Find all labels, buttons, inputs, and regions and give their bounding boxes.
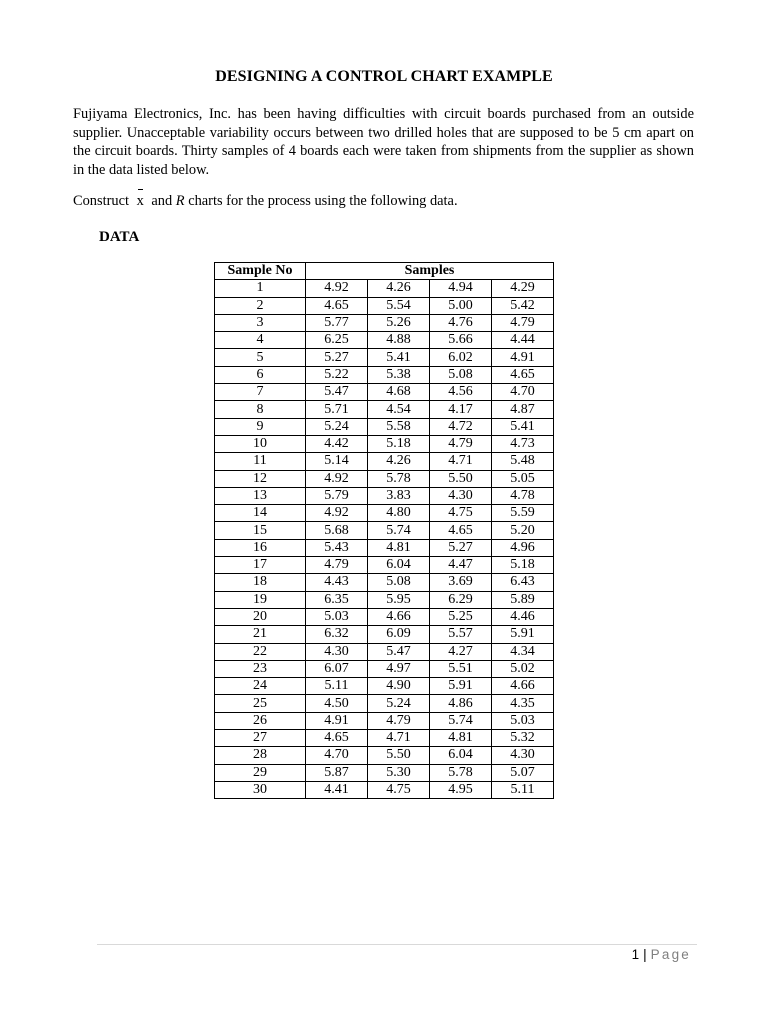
- page-footer: [632, 947, 691, 962]
- sample-value-cell: 4.95: [430, 781, 492, 798]
- sample-value-cell: 5.27: [306, 349, 368, 366]
- sample-value-cell: 5.42: [492, 297, 554, 314]
- sample-value-cell: 5.24: [368, 695, 430, 712]
- table-body: [215, 280, 554, 799]
- footer-separator: |: [643, 947, 647, 962]
- page-number: 1: [631, 947, 640, 962]
- sample-value-cell: 5.54: [368, 297, 430, 314]
- sample-value-cell: 3.83: [368, 487, 430, 504]
- sample-number-cell: 8: [215, 401, 306, 418]
- table-row: [215, 608, 554, 625]
- sample-number-cell: 15: [215, 522, 306, 539]
- table-row: [215, 660, 554, 677]
- sample-value-cell: 4.70: [306, 747, 368, 764]
- page-label: Page: [650, 947, 691, 962]
- sample-number-cell: 19: [215, 591, 306, 608]
- sample-number-cell: 7: [215, 384, 306, 401]
- table-row: [215, 297, 554, 314]
- sample-number-cell: 17: [215, 557, 306, 574]
- sample-value-cell: 4.29: [492, 280, 554, 297]
- sample-value-cell: 4.66: [368, 608, 430, 625]
- sample-number-cell: 3: [215, 314, 306, 331]
- sample-number-cell: 29: [215, 764, 306, 781]
- sample-value-cell: 4.81: [368, 539, 430, 556]
- sample-value-cell: 4.34: [492, 643, 554, 660]
- sample-value-cell: 6.09: [368, 626, 430, 643]
- table-row: [215, 384, 554, 401]
- sample-value-cell: 5.18: [492, 557, 554, 574]
- sample-value-cell: 4.65: [492, 366, 554, 383]
- table-row: [215, 453, 554, 470]
- table-row: [215, 418, 554, 435]
- table-row: [215, 557, 554, 574]
- sample-value-cell: 5.18: [368, 435, 430, 452]
- sample-value-cell: 4.30: [306, 643, 368, 660]
- sample-value-cell: 5.71: [306, 401, 368, 418]
- sample-value-cell: 6.02: [430, 349, 492, 366]
- sample-value-cell: 6.25: [306, 332, 368, 349]
- sample-value-cell: 5.50: [430, 470, 492, 487]
- table-row: [215, 695, 554, 712]
- sample-value-cell: 4.76: [430, 314, 492, 331]
- sample-value-cell: 4.27: [430, 643, 492, 660]
- sample-number-cell: 5: [215, 349, 306, 366]
- sample-value-cell: 5.27: [430, 539, 492, 556]
- sample-value-cell: 5.91: [492, 626, 554, 643]
- sample-value-cell: 4.54: [368, 401, 430, 418]
- sample-value-cell: 4.72: [430, 418, 492, 435]
- table-row: [215, 505, 554, 522]
- sample-value-cell: 5.68: [306, 522, 368, 539]
- sample-value-cell: 4.47: [430, 557, 492, 574]
- sample-value-cell: 5.25: [430, 608, 492, 625]
- sample-number-cell: 21: [215, 626, 306, 643]
- sample-number-cell: 22: [215, 643, 306, 660]
- sample-value-cell: 4.91: [492, 349, 554, 366]
- sample-value-cell: 4.91: [306, 712, 368, 729]
- sample-value-cell: 5.78: [430, 764, 492, 781]
- sample-value-cell: 5.03: [492, 712, 554, 729]
- sample-value-cell: 6.07: [306, 660, 368, 677]
- table-row: [215, 314, 554, 331]
- sample-value-cell: 5.50: [368, 747, 430, 764]
- sample-value-cell: 4.92: [306, 505, 368, 522]
- sample-value-cell: 5.14: [306, 453, 368, 470]
- sample-value-cell: 4.90: [368, 678, 430, 695]
- table-row: [215, 730, 554, 747]
- sample-value-cell: 5.02: [492, 660, 554, 677]
- sample-value-cell: 4.35: [492, 695, 554, 712]
- sample-value-cell: 5.74: [368, 522, 430, 539]
- sample-value-cell: 5.79: [306, 487, 368, 504]
- sample-number-cell: 2: [215, 297, 306, 314]
- sample-value-cell: 4.79: [492, 314, 554, 331]
- sample-value-cell: 5.08: [368, 574, 430, 591]
- table-row: [215, 401, 554, 418]
- sample-value-cell: 4.73: [492, 435, 554, 452]
- table-row: [215, 522, 554, 539]
- sample-value-cell: 5.38: [368, 366, 430, 383]
- sample-value-cell: 6.29: [430, 591, 492, 608]
- sample-value-cell: 6.32: [306, 626, 368, 643]
- sample-number-cell: 30: [215, 781, 306, 798]
- sample-value-cell: 5.66: [430, 332, 492, 349]
- header-samples: Samples: [306, 263, 554, 280]
- table-row: [215, 366, 554, 383]
- sample-value-cell: 5.22: [306, 366, 368, 383]
- sample-value-cell: 4.70: [492, 384, 554, 401]
- sample-value-cell: 4.81: [430, 730, 492, 747]
- sample-value-cell: 6.43: [492, 574, 554, 591]
- sample-value-cell: 4.43: [306, 574, 368, 591]
- sample-number-cell: 25: [215, 695, 306, 712]
- sample-number-cell: 28: [215, 747, 306, 764]
- sample-number-cell: 6: [215, 366, 306, 383]
- sample-value-cell: 5.11: [306, 678, 368, 695]
- table-row: [215, 626, 554, 643]
- sample-value-cell: 5.08: [430, 366, 492, 383]
- sample-value-cell: 4.42: [306, 435, 368, 452]
- sample-value-cell: 4.79: [368, 712, 430, 729]
- sample-value-cell: 5.48: [492, 453, 554, 470]
- sample-value-cell: 5.32: [492, 730, 554, 747]
- table-row: [215, 591, 554, 608]
- sample-value-cell: 5.77: [306, 314, 368, 331]
- sample-value-cell: 5.78: [368, 470, 430, 487]
- sample-number-cell: 24: [215, 678, 306, 695]
- table-row: [215, 332, 554, 349]
- sample-value-cell: 4.26: [368, 453, 430, 470]
- sample-value-cell: 5.47: [306, 384, 368, 401]
- sample-value-cell: 4.17: [430, 401, 492, 418]
- table-row: [215, 280, 554, 297]
- sample-value-cell: 4.44: [492, 332, 554, 349]
- sample-number-cell: 9: [215, 418, 306, 435]
- table-row: [215, 539, 554, 556]
- sample-value-cell: 4.86: [430, 695, 492, 712]
- sample-value-cell: 5.41: [492, 418, 554, 435]
- sample-value-cell: 6.35: [306, 591, 368, 608]
- footer-divider: [97, 944, 697, 945]
- sample-value-cell: 5.26: [368, 314, 430, 331]
- table-row: [215, 349, 554, 366]
- table-row: [215, 574, 554, 591]
- sample-value-cell: 4.66: [492, 678, 554, 695]
- construct-mid: and: [151, 193, 173, 209]
- sample-value-cell: 5.47: [368, 643, 430, 660]
- x-bar-symbol: x: [136, 193, 144, 209]
- sample-number-cell: 13: [215, 487, 306, 504]
- sample-value-cell: 5.24: [306, 418, 368, 435]
- sample-number-cell: 26: [215, 712, 306, 729]
- sample-value-cell: 5.95: [368, 591, 430, 608]
- sample-value-cell: 6.04: [368, 557, 430, 574]
- sample-value-cell: 5.30: [368, 764, 430, 781]
- sample-value-cell: 4.30: [492, 747, 554, 764]
- sample-value-cell: 5.05: [492, 470, 554, 487]
- table-row: [215, 470, 554, 487]
- intro-paragraph: Fujiyama Electronics, Inc. has been having difficulties with circuit boards purchased from an outside supplier. Unacceptable variability occurs between two drilled holes that are supposed to be 5 cm apart on the circuit boards. Thirty samples of 4 boards each were taken from shipments from the supplier as shown in the data listed below.: [73, 106, 694, 178]
- sample-number-cell: 4: [215, 332, 306, 349]
- construct-prefix: Construct: [73, 193, 129, 209]
- sample-value-cell: 4.71: [430, 453, 492, 470]
- sample-value-cell: 4.65: [306, 297, 368, 314]
- sample-value-cell: 5.03: [306, 608, 368, 625]
- sample-value-cell: 4.87: [492, 401, 554, 418]
- table-row: [215, 747, 554, 764]
- sample-value-cell: 4.80: [368, 505, 430, 522]
- table-row: [215, 764, 554, 781]
- sample-value-cell: 5.43: [306, 539, 368, 556]
- data-heading: DATA: [99, 229, 140, 245]
- sample-value-cell: 4.68: [368, 384, 430, 401]
- sample-value-cell: 4.79: [306, 557, 368, 574]
- sample-value-cell: 5.87: [306, 764, 368, 781]
- sample-value-cell: 5.11: [492, 781, 554, 798]
- sample-value-cell: 4.94: [430, 280, 492, 297]
- sample-value-cell: 5.51: [430, 660, 492, 677]
- sample-value-cell: 5.07: [492, 764, 554, 781]
- sample-value-cell: 6.04: [430, 747, 492, 764]
- samples-table: [214, 262, 554, 799]
- header-sample-no: Sample No: [215, 263, 306, 280]
- sample-value-cell: 4.50: [306, 695, 368, 712]
- table-row: [215, 487, 554, 504]
- sample-value-cell: 4.92: [306, 280, 368, 297]
- table-row: [215, 712, 554, 729]
- sample-number-cell: 23: [215, 660, 306, 677]
- sample-value-cell: 4.65: [306, 730, 368, 747]
- sample-value-cell: 4.30: [430, 487, 492, 504]
- sample-number-cell: 18: [215, 574, 306, 591]
- sample-value-cell: 5.57: [430, 626, 492, 643]
- sample-number-cell: 20: [215, 608, 306, 625]
- sample-value-cell: 5.41: [368, 349, 430, 366]
- sample-value-cell: 4.75: [430, 505, 492, 522]
- sample-value-cell: 5.89: [492, 591, 554, 608]
- sample-value-cell: 4.78: [492, 487, 554, 504]
- table-header-row: [215, 263, 554, 280]
- sample-value-cell: 4.75: [368, 781, 430, 798]
- table-row: [215, 781, 554, 798]
- sample-value-cell: 4.88: [368, 332, 430, 349]
- sample-number-cell: 10: [215, 435, 306, 452]
- sample-value-cell: 5.58: [368, 418, 430, 435]
- construct-suffix: charts for the process using the following data.: [188, 193, 458, 209]
- sample-number-cell: 14: [215, 505, 306, 522]
- sample-value-cell: 5.20: [492, 522, 554, 539]
- sample-value-cell: 4.92: [306, 470, 368, 487]
- sample-value-cell: 4.41: [306, 781, 368, 798]
- sample-number-cell: 1: [215, 280, 306, 297]
- page-title: DESIGNING A CONTROL CHART EXAMPLE: [215, 68, 553, 85]
- table-row: [215, 643, 554, 660]
- sample-value-cell: 4.46: [492, 608, 554, 625]
- sample-value-cell: 4.97: [368, 660, 430, 677]
- sample-value-cell: 4.26: [368, 280, 430, 297]
- r-symbol: R: [175, 193, 185, 209]
- sample-value-cell: 4.71: [368, 730, 430, 747]
- sample-value-cell: 5.00: [430, 297, 492, 314]
- sample-value-cell: 5.91: [430, 678, 492, 695]
- sample-number-cell: 11: [215, 453, 306, 470]
- table-row: [215, 678, 554, 695]
- sample-value-cell: 5.59: [492, 505, 554, 522]
- construct-instruction: [73, 192, 458, 210]
- sample-value-cell: 4.56: [430, 384, 492, 401]
- sample-value-cell: 3.69: [430, 574, 492, 591]
- sample-value-cell: 4.79: [430, 435, 492, 452]
- sample-value-cell: 5.74: [430, 712, 492, 729]
- sample-number-cell: 16: [215, 539, 306, 556]
- table-row: [215, 435, 554, 452]
- sample-value-cell: 4.96: [492, 539, 554, 556]
- sample-number-cell: 12: [215, 470, 306, 487]
- sample-value-cell: 4.65: [430, 522, 492, 539]
- sample-number-cell: 27: [215, 730, 306, 747]
